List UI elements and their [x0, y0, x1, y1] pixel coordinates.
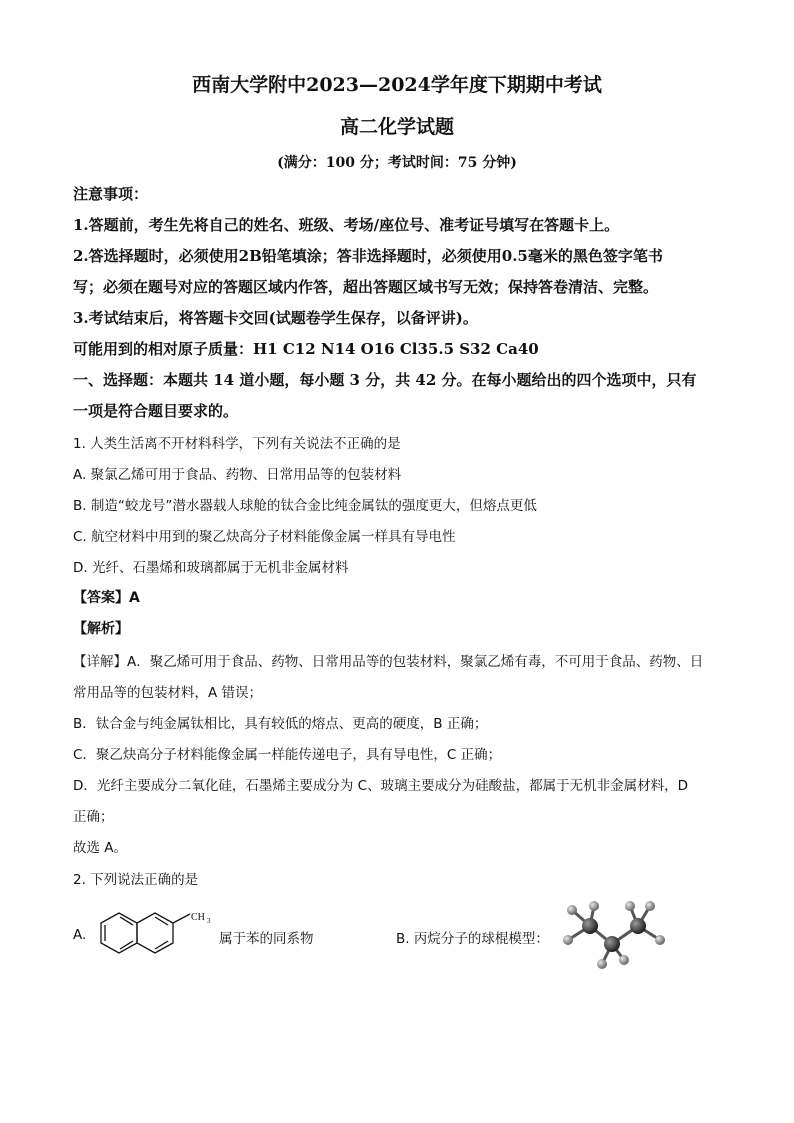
q1-option-a: A. 聚氯乙烯可用于食品、药物、日常用品等的包装材料	[73, 467, 402, 483]
q1-detail-3: B．钛合金与纯金属钛相比，具有较低的熔点、更高的硬度，B 正确；	[73, 716, 488, 732]
q1-conclusion: 故选 A。	[73, 840, 128, 856]
methyl-label: CH	[191, 912, 205, 923]
section-heading-b: 一项是符合题目要求的。	[73, 402, 239, 420]
q2-option-a-label: A.	[73, 927, 87, 943]
exam-title: 西南大学附中2023—2024学年度下期期中考试	[192, 74, 602, 96]
q1-detail-5: D．光纤主要成分二氧化硅，石墨烯主要成分为 C、玻璃主要成分为硅酸盐，都属于无机非金属材料，D	[73, 778, 689, 794]
q1-detail-1: 【详解】A．聚乙烯可用于食品、药物、日常用品等的包装材料，聚氯乙烯有毒，不可用于食品、药物、日	[73, 654, 704, 670]
notice-item-1: 1.答题前，考生先将自己的姓名、班级、考场/座位号、准考证号填写在答题卡上。	[73, 216, 620, 234]
q1-option-d: D. 光纤、石墨烯和玻璃都属于无机非金属材料	[73, 560, 349, 576]
exam-info: (满分：100 分；考试时间：75 分钟)	[277, 155, 517, 171]
notice-item-3: 3.考试结束后，将答题卡交回(试题卷学生保存，以备评讲)。	[73, 309, 478, 327]
q1-detail-2: 常用品等的包装材料，A 错误；	[73, 685, 263, 701]
q1-detail-6: 正确；	[73, 809, 114, 825]
q1-detail-4: C．聚乙炔高分子材料能像金属一样能传递电子，具有导电性，C 正确；	[73, 747, 502, 763]
carbon-atoms	[582, 918, 646, 952]
q2-option-b-text: B. 丙烷分子的球棍模型：	[396, 931, 549, 947]
q2-option-a-text: 属于苯的同系物	[219, 931, 314, 947]
exam-subtitle: 高二化学试题	[339, 116, 454, 138]
q1-answer: 【答案】A	[73, 590, 140, 606]
q1-option-c: C. 航空材料中用到的聚乙炔高分子材料能像金属一样具有导电性	[73, 529, 456, 545]
q1-option-b: B. 制造“蛟龙号”潜水器载人球舱的钛合金比纯金属钛的强度更大，但熔点更低	[73, 498, 537, 514]
propane-ball-stick-model	[560, 896, 672, 976]
q2-stem: 2. 下列说法正确的是	[73, 872, 199, 888]
notice-heading: 注意事项：	[73, 185, 149, 203]
methylnaphthalene-structure	[95, 908, 220, 956]
notice-item-2a: 2.答选择题时，必须使用2B铅笔填涂；答非选择题时，必须使用0.5毫米的黑色签字笔书	[73, 247, 663, 265]
methyl-subscript: 3	[207, 917, 211, 925]
notice-item-2b: 写；必须在题号对应的答题区域内作答，超出答题区域书写无效；保持答卷清洁、完整。	[73, 278, 659, 296]
q1-stem: 1. 人类生活离不开材料科学，下列有关说法不正确的是	[73, 436, 401, 452]
atomic-masses: 可能用到的相对原子质量：H1 C12 N14 O16 Cl35.5 S32 Ca40	[73, 340, 539, 358]
section-heading-a: 一、选择题：本题共 14 道小题，每小题 3 分，共 42 分。在每小题给出的四个选项中，只有	[73, 371, 697, 389]
q1-analysis-label: 【解析】	[73, 621, 129, 637]
